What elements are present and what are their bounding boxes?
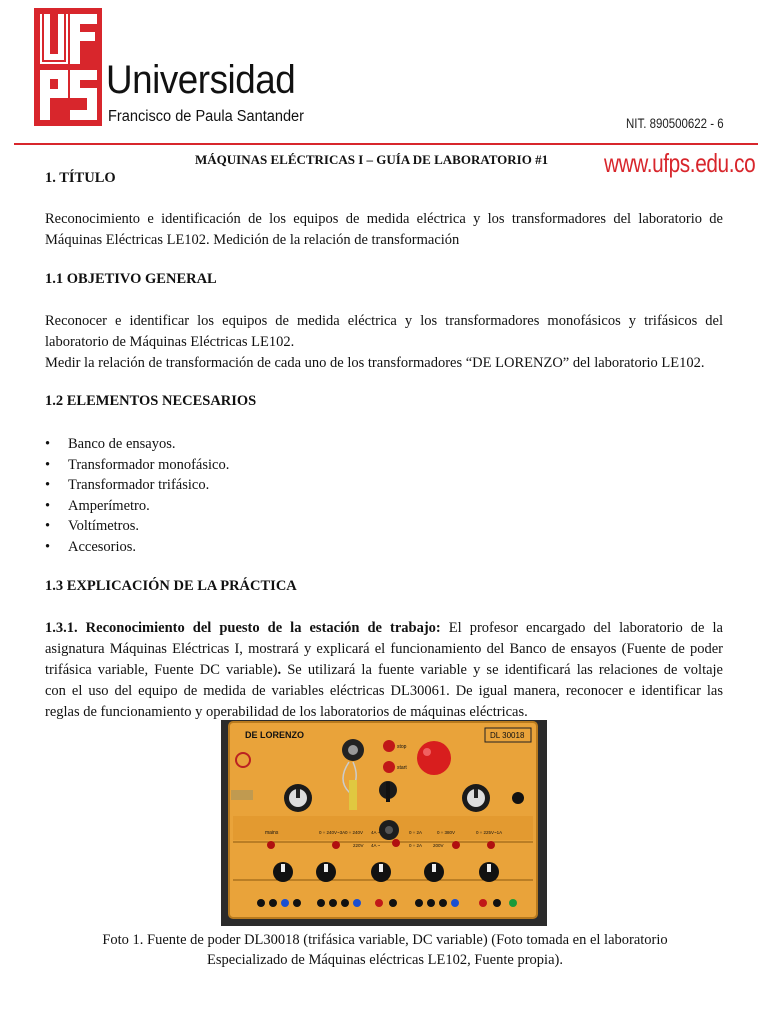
photo-dl30018 — [221, 720, 547, 926]
text-line: Reconocimiento e identificación de los equipos de medida eléctrica y los transformadores del laboratorio de — [45, 211, 723, 227]
list-item: • Transformador monofásico. — [45, 455, 229, 476]
titulo-paragraph — [45, 209, 723, 251]
list-item: • Amperímetro. — [45, 496, 229, 517]
brand-label: DE LORENZO — [245, 730, 305, 740]
text-line: laboratorio de Máquinas Eléctricas LE102. — [45, 334, 295, 350]
list-item: • Banco de ensayos. — [45, 434, 229, 455]
caption-line: Especializado de Máquinas eléctricas LE102, Fuente propia). — [207, 952, 563, 968]
text-line: reglas de funcionamiento y operabilidad de los laboratorios de máquinas eléctricas. — [45, 704, 528, 720]
power-supply-illustration — [221, 720, 547, 926]
panel-label: 0 ÷ 380V — [437, 830, 455, 835]
university-subtitle: Francisco de Paula Santander — [108, 108, 305, 125]
heading-titulo: 1. TÍTULO — [45, 170, 116, 186]
stop-label: stop — [397, 744, 407, 750]
text-span: trifásica variable, Fuente DC variable) — [45, 662, 278, 678]
header-divider — [14, 143, 758, 145]
mains-label: mains — [265, 830, 279, 836]
panel-label: 0 ÷ 240V — [345, 830, 363, 835]
heading-explicacion: 1.3 EXPLICACIÓN DE LA PRÁCTICA — [45, 578, 297, 594]
text-line: con el uso del equipo de medida de variables eléctricas DL30061. De igual manera, reconocer e identificar las — [45, 683, 723, 699]
university-name: Universidad — [106, 58, 296, 102]
objetivo-paragraph — [45, 311, 723, 374]
heading-objetivo: 1.1 OBJETIVO GENERAL — [45, 271, 217, 287]
text-line: Medir la relación de transformación de cada uno de los transformadores “DE LORENZO” del laboratorio LE102. — [45, 355, 705, 371]
text-line: asignatura Máquinas Eléctricas I, mostrará y explicará el funcionamiento del Banco de ensayos (Fuente de poder — [45, 641, 723, 657]
document-title: MÁQUINAS ELÉCTRICAS I – GUÍA DE LABORATORIO #1 — [195, 152, 549, 167]
panel-label: 200V — [433, 843, 444, 848]
explicacion-paragraph — [45, 618, 723, 723]
text-line: Reconocer e identificar los equipos de medida eléctrica y los transformadores monofásicos y trifásicos del — [45, 313, 723, 329]
nit-number: NIT. 890500622 - 6 — [626, 116, 724, 131]
ufps-logo — [34, 8, 102, 126]
caption-line: Foto 1. Fuente de poder DL30018 (trifásica variable, DC variable) (Foto tomada en el laboratorio — [102, 932, 668, 948]
list-item: • Voltímetros. — [45, 516, 229, 537]
list-item: • Transformador trifásico. — [45, 475, 229, 496]
text-span: El profesor encargado del laboratorio de la — [440, 620, 723, 636]
list-item: • Accesorios. — [45, 537, 229, 558]
elements-list — [45, 434, 229, 557]
start-label: start — [397, 765, 407, 771]
panel-label: 4A ~ — [371, 830, 381, 835]
panel-label: 220V — [353, 843, 364, 848]
text-line — [45, 618, 723, 639]
text-line: Máquinas Eléctricas LE102. Medición de la relación de transformación — [45, 232, 460, 248]
heading-elementos: 1.2 ELEMENTOS NECESARIOS — [45, 393, 257, 409]
panel-label: 0 ÷ 225V~1A — [476, 830, 503, 835]
text-line — [45, 660, 723, 681]
text-span: Se utilizará la fuente variable y se identificará las relaciones de voltaje — [281, 662, 723, 678]
text-span: . — [277, 662, 282, 678]
photo-caption — [60, 930, 710, 970]
website-url: www.ufps.edu.co — [604, 148, 756, 178]
panel-label: 0 ÷ 240V~3A — [319, 830, 346, 835]
panel-label: 0 ÷ 2A — [409, 843, 422, 848]
subsection-title: 1.3.1. Reconocimiento del puesto de la estación de trabajo: — [45, 620, 441, 636]
model-label: DL 30018 — [490, 731, 525, 740]
panel-label: 4A ~ — [371, 843, 381, 848]
panel-label: 0 ÷ 2A — [409, 830, 422, 835]
